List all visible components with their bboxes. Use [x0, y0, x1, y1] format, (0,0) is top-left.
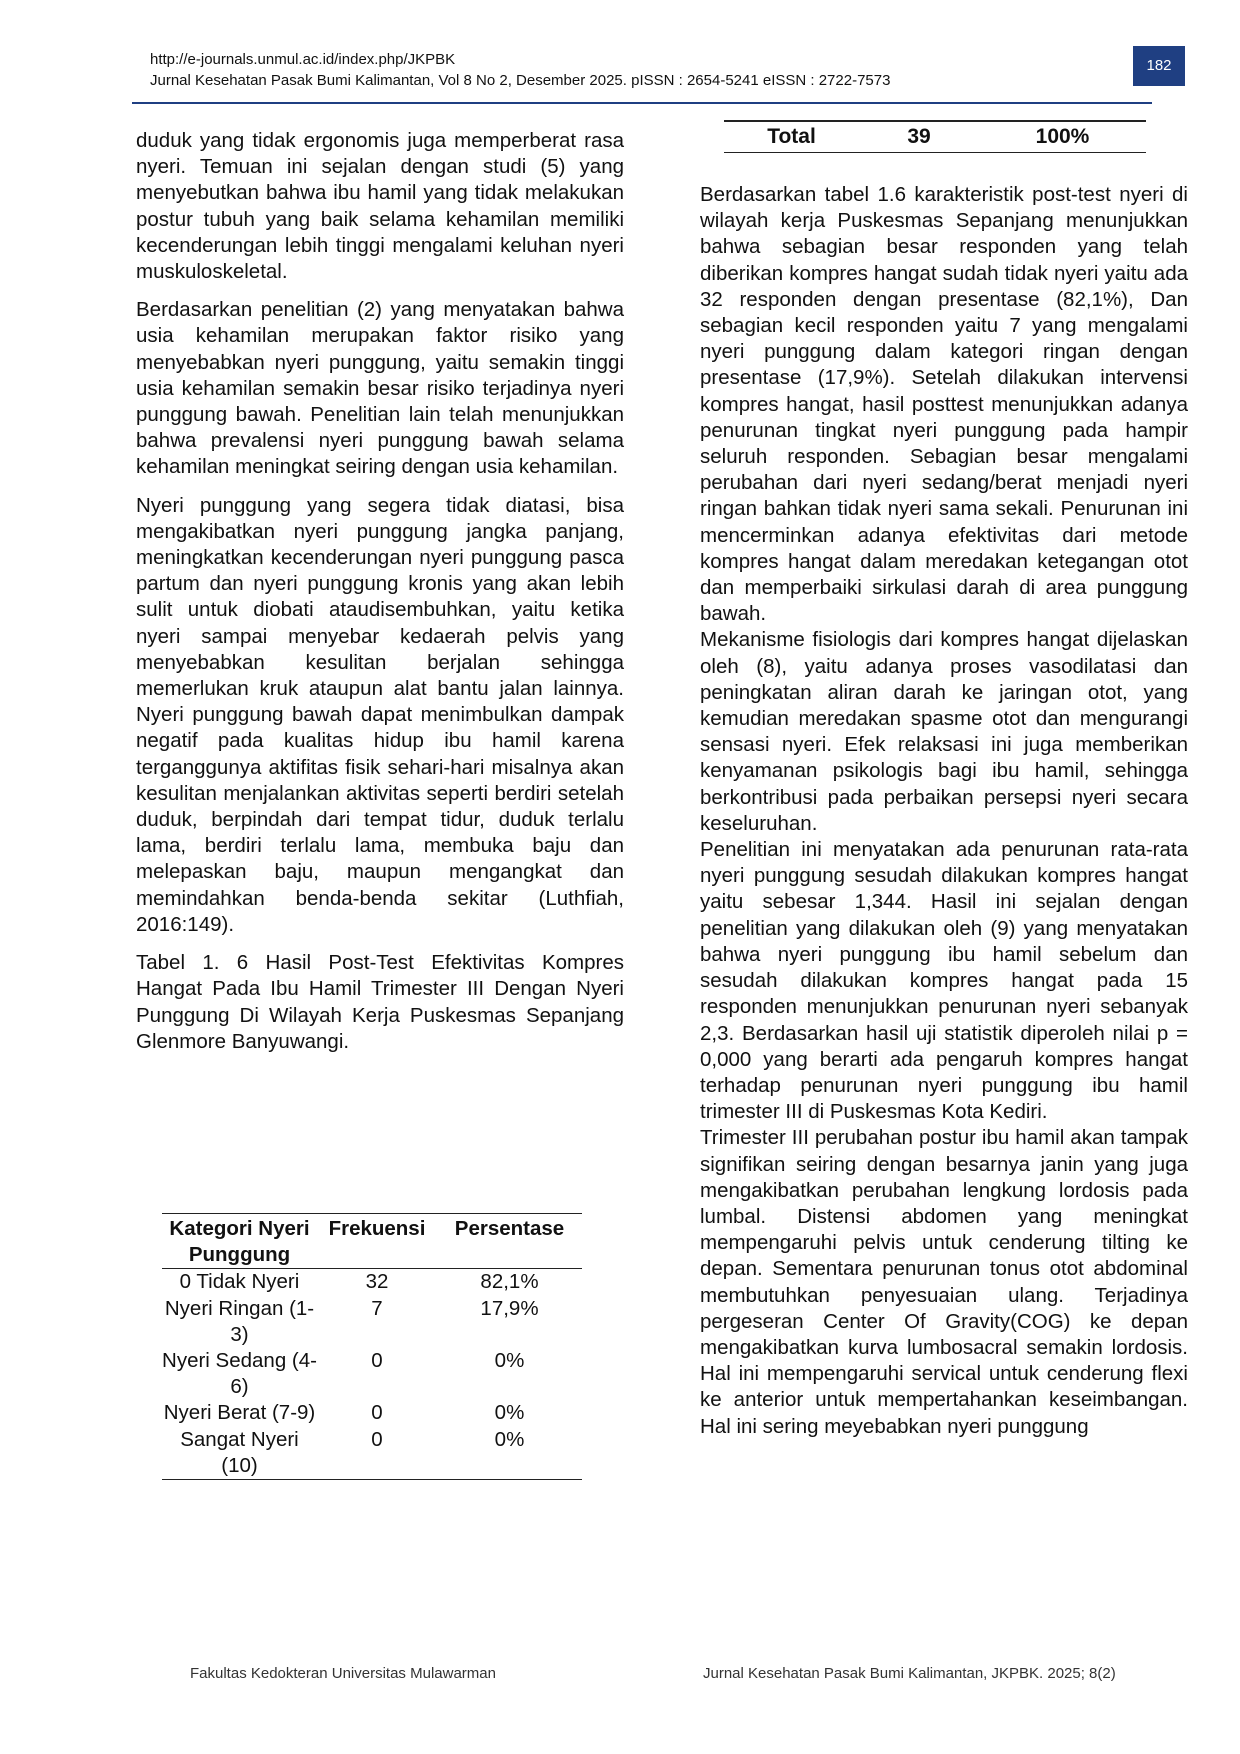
- column-header-frequency: Frekuensi: [328, 1217, 426, 1240]
- total-row: [724, 122, 1146, 152]
- total-bottom-rule: [724, 152, 1146, 154]
- journal-citation-line: Jurnal Kesehatan Pasak Bumi Kalimantan, Vol 8 No 2, Desember 2025. pISSN : 2654-5241 eISSN : 2722-7573: [150, 72, 891, 89]
- cell-frequency: 7: [371, 1296, 383, 1320]
- table-caption: Tabel 1. 6 Hasil Post-Test Efektivitas Kompres Hangat Pada Ibu Hamil Trimester III Dengan Nyeri Punggung Di Wilayah Kerja Puskesmas Sepanjang Glenmore Banyuwangi.: [136, 951, 624, 1053]
- paragraph: Mekanisme fisiologis dari kompres hangat dijelaskan oleh (8), yaitu adanya proses vasodilatasi dan peningkatan aliran darah ke jaringan otot, yang kemudian meredakan spasme otot dan mengurangi sensasi nyeri. Efek relaksasi ini juga memberikan kenyamanan psikologis bagi ibu hamil, sehingga berkontribusi pada perbaikan persepsi nyeri secara keseluruhan.: [700, 628, 1188, 835]
- table-row: [162, 1296, 582, 1348]
- table-row: [162, 1427, 582, 1480]
- cell-frequency: 32: [365, 1270, 389, 1294]
- cell-category: Nyeri Berat (7-9): [163, 1401, 316, 1425]
- table-total-row: [724, 120, 1146, 153]
- post-test-table: [162, 1213, 582, 1480]
- journal-url[interactable]: http://e-journals.unmul.ac.id/index.php/JKPBK: [150, 51, 456, 68]
- cell-percentage: 0%: [494, 1349, 525, 1373]
- paragraph: duduk yang tidak ergonomis juga memperberat rasa nyeri. Temuan ini sejalan dengan studi (5) yang menyebutkan bahwa ibu hamil yang tidak melakukan postur tubuh yang baik selama kehamilan memiliki kecenderungan lebih tinggi mengalami keluhan nyeri muskuloskeletal.: [136, 129, 624, 284]
- footer-institution: Fakultas Kedokteran Universitas Mulawarman: [190, 1665, 496, 1682]
- paragraph: Trimester III perubahan postur ibu hamil akan tampak signifikan seiring dengan besarnya janin yang juga mengakibatkan perubahan lengkung lordosis pada lumbal. Distensi abdomen yang meningkat mempengaruhi pelvis untuk cenderung tilting ke depan. Sementara penurunan tonus otot abdominal membutuhkan penyesuaian ulang. Terjadinya pergeseran Center Of Gravity(COG) ke depan mengakibatkan kurva lumbosacral semakin lordosis. Hal ini mempengaruhi servical untuk cenderung flexi ke anterior untuk mempertahankan keseimbangan. Hal ini sering meyebabkan nyeri punggung: [700, 1126, 1188, 1438]
- cell-category: 0 Tidak Nyeri: [179, 1270, 300, 1294]
- header-divider: [132, 102, 1152, 104]
- page-number-badge: 182: [1133, 46, 1185, 86]
- cell-percentage: 0%: [494, 1401, 525, 1425]
- total-frequency: 39: [907, 124, 931, 148]
- cell-percentage: 17,9%: [480, 1296, 539, 1320]
- cell-frequency: 0: [371, 1427, 383, 1451]
- results-table: [162, 1213, 582, 1480]
- table-header-row: [162, 1214, 582, 1269]
- column-header-category: Kategori Nyeri Punggung: [169, 1217, 310, 1267]
- cell-frequency: 0: [371, 1401, 383, 1425]
- paragraph: Nyeri punggung yang segera tidak diatasi, bisa mengakibatkan nyeri punggung jangka panjang, meningkatkan kecenderungan nyeri punggung pasca partum dan nyeri punggung kronis yang akan lebih sulit untuk diobati ataudisembuhkan, yaitu ketika nyeri sampai menyebar kedaerah pelvis yang menyebabkan kesulitan berjalan sehingga memerlukan kruk ataupun alat bantu jalan lainnya. Nyeri punggung bawah dapat menimbulkan dampak negatif pada kualitas hidup ibu hamil karena terganggunya aktifitas fisik sehari-hari misalnya akan kesulitan menjalankan aktivitas seperti berdiri setelah duduk, berpindah dari tempat tidur, duduk terlalu lama, berdiri terlalu lama, membuka baju dan melepaskan baju, maupun mengangkat dan memindahkan benda-benda sekitar (Luthfiah, 2016:149).: [136, 493, 624, 936]
- total-label: Total: [767, 124, 816, 148]
- total-percentage: 100%: [1035, 124, 1090, 148]
- paragraph: Berdasarkan tabel 1.6 karakteristik post-test nyeri di wilayah kerja Puskesmas Sepanjang menunjukkan bahwa sebagian besar responden yang telah diberikan kompres hangat sudah tidak nyeri yaitu ada 32 responden dengan presentase (82,1%), Dan sebagian kecil responden yaitu 7 yang mengalami nyeri punggung dalam kategori ringan dengan presentase (17,9%). Setelah dilakukan intervensi kompres hangat, hasil posttest menunjukkan adanya penurunan tingkat nyeri punggung pada hampir seluruh responden. Sebagian besar mengalami perubahan dari nyeri sedang/berat menjadi nyeri ringan bahkan tidak nyeri sama sekali. Penurunan ini mencerminkan adanya efektivitas dari metode kompres hangat dalam meredakan ketegangan otot dan memperbaiki sirkulasi darah di area punggung bawah.: [700, 183, 1188, 626]
- footer-citation: Jurnal Kesehatan Pasak Bumi Kalimantan, JKPBK. 2025; 8(2): [703, 1665, 1116, 1682]
- left-column: [136, 128, 624, 1067]
- right-column: [700, 182, 1188, 1440]
- table-row: [162, 1400, 582, 1426]
- paragraph: Berdasarkan penelitian (2) yang menyatakan bahwa usia kehamilan merupakan faktor risiko yang menyebabkan nyeri punggung, yaitu semakin tinggi usia kehamilan semakin besar risiko terjadinya nyeri punggung bawah. Penelitian lain telah menunjukkan bahwa prevalensi nyeri punggung bawah selama kehamilan meningkat seiring dengan usia kehamilan.: [136, 298, 624, 479]
- cell-category: Sangat Nyeri (10): [180, 1427, 299, 1477]
- cell-percentage: 82,1%: [480, 1270, 539, 1294]
- page-header: [150, 50, 1050, 92]
- cell-category: Nyeri Sedang (4-6): [162, 1349, 317, 1399]
- column-header-percentage: Persentase: [454, 1217, 565, 1240]
- paragraph: Penelitian ini menyatakan ada penurunan rata-rata nyeri punggung sesudah dilakukan kompres hangat yaitu sebesar 1,344. Hasil ini sejalan dengan penelitian yang dilakukan oleh (9) yang menyatakan bahwa nyeri punggung ibu hamil sebelum dan sesudah dilakukan kompres hangat pada 15 responden menunjukkan penurunan nyeri sebanyak 2,3. Berdasarkan hasil uji statistik diperoleh nilai p = 0,000 yang berarti ada pengaruh kompres hangat terhadap penurunan nyeri punggung ibu hamil trimester III di Puskesmas Kota Kediri.: [700, 838, 1188, 1124]
- cell-frequency: 0: [371, 1349, 383, 1373]
- cell-category: Nyeri Ringan (1-3): [164, 1296, 315, 1346]
- table-row: [162, 1348, 582, 1400]
- cell-percentage: 0%: [494, 1427, 525, 1451]
- table-row: [162, 1269, 582, 1296]
